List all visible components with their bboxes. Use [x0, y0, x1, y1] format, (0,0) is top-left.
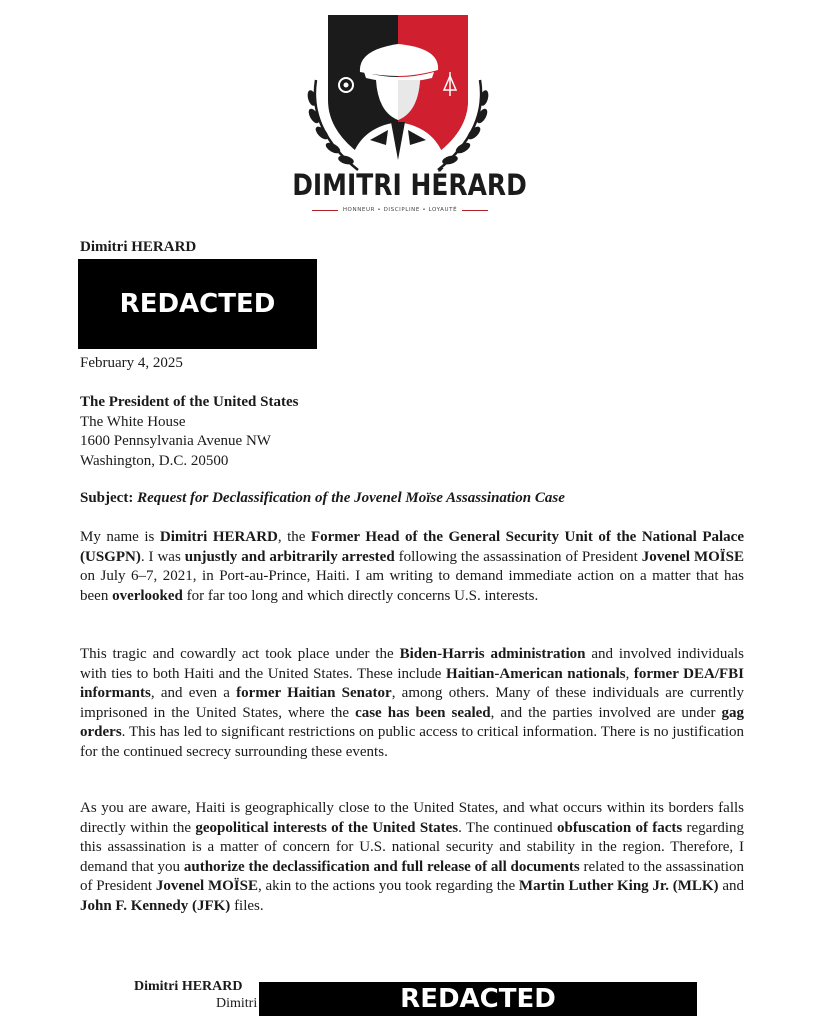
recipient-address: [80, 393, 298, 471]
body-paragraph-2: This tragic and cowardly act took place under the Biden-Harris administration and involved individuals with ties to both Haiti and the United States. These include Haitian-American nationals, former DEA/FBI informants, and even a former Haitian Senator, among others. Many of these individuals are currently imprisoned in the United States, where the case has been sealed, and the parties involved are under gag orders. This has led to significant restrictions on public access to critical information. There is no justification for the continued secrecy surrounding these events.: [80, 646, 745, 760]
letter-date: February 4, 2025: [80, 355, 183, 371]
brand-name: DIMITRI HÉRARD: [292, 168, 527, 202]
body-paragraph-1: My name is Dimitri HERARD, the Former Head of the General Security Unit of the National Palace (USGPN). I was unjustly and arbitrarily arrested following the assassination of President Jovenel MOÏSE on July 6–7, 2021, in Port-au-Prince, Haiti. I am writing to demand immediate action on a matter that has been overlooked for far too long and which directly concerns U.S. interests.: [80, 529, 744, 604]
recipient-line: 1600 Pennsylvania Avenue NW: [80, 433, 271, 449]
subject-label: Subject:: [80, 490, 134, 506]
sender-address-redaction: REDACTED: [78, 259, 317, 349]
motto-divider-left: [312, 210, 338, 211]
motto-divider-right: [462, 210, 488, 211]
recipient-line: The White House: [80, 413, 186, 430]
subject-text: Request for Declassification of the Jovenel Moïse Assassination Case: [137, 490, 565, 506]
motto: HONNEUR • DISCIPLINE • LOYAUTÉ: [342, 207, 458, 213]
subject-line: [80, 490, 565, 507]
sender-name: Dimitri HERARD: [80, 239, 197, 255]
signature-line: Dimitri: [216, 996, 258, 1011]
body-paragraph-3: As you are aware, Haiti is geographically close to the United States, and what occurs within its borders falls directly within the geopolitical interests of the United States. The continued obfuscation of facts regarding this assassination is a matter of concern for U.S. national security and stability in the region. Therefore, I demand that you authorize the declassification and full release of all documents related to the assassination of President Jovenel MOÏSE, akin to the actions you took regarding the Martin Luther King Jr. (MLK) and John F. Kennedy (JFK) files.: [80, 800, 745, 914]
recipient-line: Washington, D.C. 20500: [80, 452, 229, 469]
motto-row: [300, 207, 500, 213]
signature-redaction: REDACTED: [259, 982, 697, 1016]
signature-name: Dimitri HERARD: [134, 979, 243, 994]
recipient-title: The President of the United States: [80, 394, 299, 410]
